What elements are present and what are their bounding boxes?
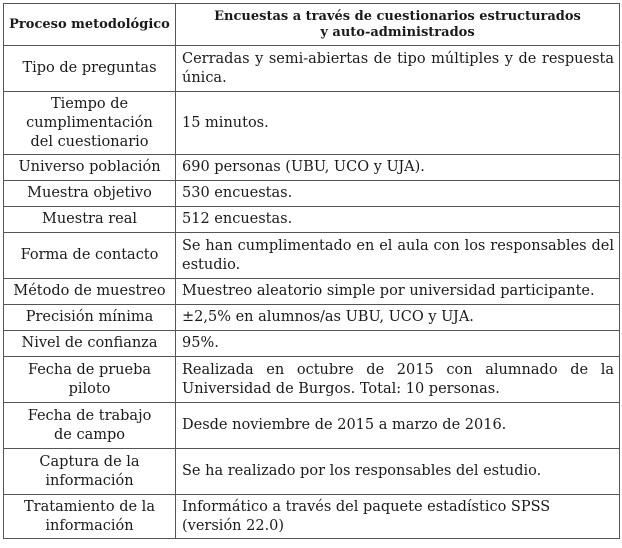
row-label: Tipo de preguntas	[4, 46, 176, 92]
row-value: 512 encuestas.	[176, 207, 620, 233]
row-label: Precisión mínima	[4, 305, 176, 331]
row-label: Fecha de prueba piloto	[4, 357, 176, 403]
table-row	[4, 207, 620, 233]
row-value: 15 minutos.	[176, 92, 620, 155]
row-label: Muestra real	[4, 207, 176, 233]
table-row	[4, 46, 620, 92]
row-label: Universo población	[4, 155, 176, 181]
row-value: Se han cumplimentado en el aula con los responsables del estudio.	[176, 233, 620, 279]
row-label: Tiempo de cumplimentación del cuestionario	[4, 92, 176, 155]
row-label: Nivel de confianza	[4, 331, 176, 357]
header-surveys: Encuestas a través de cuestionarios estructurados y auto-administrados	[176, 4, 620, 46]
table-row	[4, 357, 620, 403]
table-row	[4, 181, 620, 207]
row-value: Desde noviembre de 2015 a marzo de 2016.	[176, 403, 620, 449]
table-row	[4, 305, 620, 331]
table-header-row	[4, 4, 620, 46]
table-row	[4, 495, 620, 539]
table-row	[4, 279, 620, 305]
row-value: Muestreo aleatorio simple por universidad participante.	[176, 279, 620, 305]
row-value: ±2,5% en alumnos/as UBU, UCO y UJA.	[176, 305, 620, 331]
header-process: Proceso metodológico	[4, 4, 176, 46]
row-value: 530 encuestas.	[176, 181, 620, 207]
table-row	[4, 449, 620, 495]
row-label: Forma de contacto	[4, 233, 176, 279]
row-label: Muestra objetivo	[4, 181, 176, 207]
row-value: Cerradas y semi-abiertas de tipo múltiples y de respuesta única.	[176, 46, 620, 92]
table-row	[4, 331, 620, 357]
methodology-table-container	[3, 3, 619, 539]
methodology-table	[3, 3, 620, 539]
row-value: Realizada en octubre de 2015 con alumnado de la Universidad de Burgos. Total: 10 personas.	[176, 357, 620, 403]
row-value: 690 personas (UBU, UCO y UJA).	[176, 155, 620, 181]
row-value: Informático a través del paquete estadístico SPSS (versión 22.0)	[176, 495, 620, 539]
row-label: Método de muestreo	[4, 279, 176, 305]
row-label: Fecha de trabajo de campo	[4, 403, 176, 449]
row-value: 95%.	[176, 331, 620, 357]
table-row	[4, 403, 620, 449]
table-row	[4, 92, 620, 155]
row-value: Se ha realizado por los responsables del estudio.	[176, 449, 620, 495]
row-label: Tratamiento de la información	[4, 495, 176, 539]
table-row	[4, 233, 620, 279]
table-row	[4, 155, 620, 181]
row-label: Captura de la información	[4, 449, 176, 495]
